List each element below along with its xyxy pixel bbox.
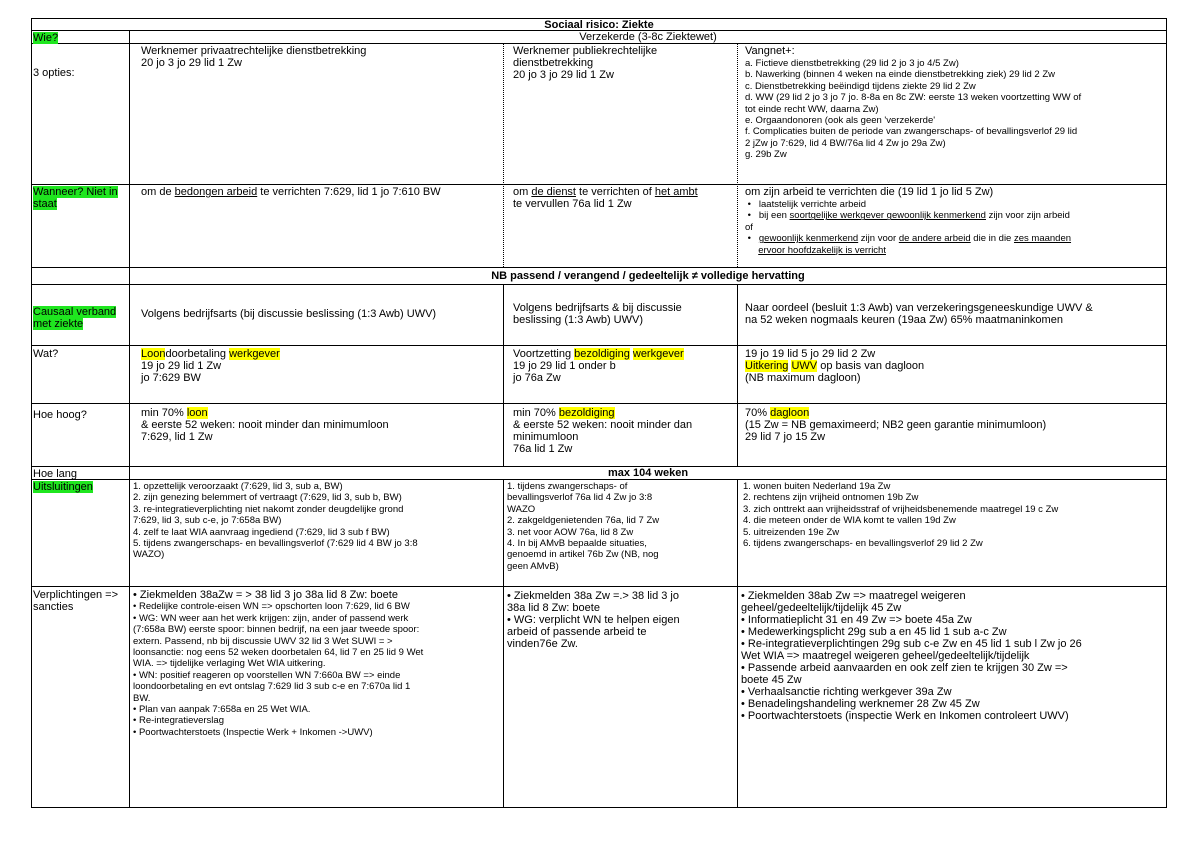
label-hoe-hoog: Hoe hoog? — [33, 409, 87, 421]
divider — [31, 43, 1167, 44]
col3-causaal: Naar oordeel (besluit 1:3 Awb) van verzekeringsgeneeskundige UWV & na 52 weken nogmaals keuren (19aa Zw) 65% maatmaninkomen — [745, 302, 1093, 326]
list-item: 1. opzettelijk veroorzaakt (7:629, lid 3, sub a, BW) — [133, 481, 343, 492]
list-item: 4. zelf te laat WIA aanvraag ingediend (7:629, lid 3 sub f BW) — [133, 526, 390, 538]
list-item: • Re-integratieverslag — [133, 715, 224, 727]
list-item: • Medewerkingsplicht 29g sub a en 45 lid 1 sub a-c Zw — [741, 626, 1007, 638]
max-weken: max 104 weken — [607, 467, 689, 479]
divider — [31, 345, 1167, 346]
list-item: geen AMvB) — [507, 560, 559, 572]
col3-header: Vangnet+: — [745, 45, 795, 57]
divider — [31, 479, 1167, 480]
document-table — [31, 18, 1167, 808]
list-item: genoemd in artikel 76b Zw (NB, nog — [507, 549, 659, 561]
list-item: WAZO) — [133, 549, 165, 561]
list-item: 2 jZw jo 7:629, lid 4 BW/76a lid 4 Zw jo 29a Zw) — [745, 137, 946, 149]
list-item: WIA. => tijdelijke verlaging Wet WIA uitkering. — [133, 658, 326, 670]
verzekerde-header: Verzekerde (3-8c Ziektewet) — [579, 31, 717, 43]
list-item: Wet WIA => maatregel weigeren geheel/gedeeltelijk/tijdelijk — [741, 650, 1030, 662]
list-item: (7:658a BW) eerste spoor: binnen bedrijf, na een jaar tweede spoor: — [133, 624, 420, 636]
list-item: 5. tijdens zwangerschaps- en bevallingsverlof (7:629 lid 4 BW jo 3:8 — [133, 538, 418, 550]
list-item: loondoorbetaling en evt ontslag 7:629 lid 3 sub c-e en 7:670a lid 1 — [133, 681, 411, 693]
list-item: • WG: WN weer aan het werk krijgen: zijn, ander of passend werk — [133, 612, 409, 624]
list-item: extern. Passend, nb bij discussie UWV 32 lid 3 Wet SUWI = > — [133, 635, 393, 647]
list-item: 5. uitreizenden 19e Zw — [743, 526, 840, 538]
list-item: • Re-integratieverplichtingen 29g sub c-e Zw en 45 lid 1 sub l Zw jo 26 — [741, 638, 1082, 650]
list-item: • Ziekmelden 38ab Zw => maatregel weigeren — [741, 590, 966, 602]
list-item: tot einde recht WW, daarna Zw) — [745, 103, 879, 115]
col2-uitsluitingen — [507, 481, 659, 572]
col3-hoe-hoog: 70% dagloon (15 Zw = NB gemaximeerd; NB2 geen garantie minimumloon) 29 lid 7 jo 15 Zw — [745, 407, 1047, 443]
list-item: bevallingsverlof 76a lid 4 Zw jo 3:8 — [507, 492, 653, 504]
col1-hoe-hoog: min 70% loon & eerste 52 weken: nooit minder dan minimumloon 7:629, lid 1 Zw — [141, 407, 389, 443]
label-uitsluitingen: Uitsluitingen — [33, 481, 93, 493]
col1-causaal: Volgens bedrijfsarts (bij discussie beslissing (1:3 Awb) UWV) — [141, 308, 437, 320]
vangnet-list — [745, 58, 1081, 161]
col1-wat: Loondoorbetaling werkgever 19 jo 29 lid 1 Zw jo 7:629 BW — [141, 348, 280, 384]
divider — [31, 284, 1167, 285]
label-verplichtingen: Verplichtingen => sancties — [33, 589, 119, 613]
list-item: 1. wonen buiten Nederland 19a Zw — [743, 481, 891, 492]
list-item: • Redelijke controle-eisen WN => opschorten loon 7:629, lid 6 BW — [133, 601, 410, 613]
column-divider — [503, 284, 504, 466]
column-divider — [503, 479, 504, 808]
list-item: • Ziekmelden 38aZw = > 38 lid 3 jo 38a lid 8 Zw: boete — [133, 589, 398, 601]
column-divider — [737, 284, 738, 466]
col1-header: Werknemer privaatrechtelijke dienstbetrekking 20 jo 3 jo 29 lid 1 Zw — [141, 45, 367, 69]
col3-uitsluitingen — [743, 481, 1058, 549]
list-item: 2. rechtens zijn vrijheid ontnomen 19b Zw — [743, 492, 919, 504]
col2-causaal: Volgens bedrijfsarts & bij discussie beslissing (1:3 Awb) UWV) — [513, 302, 682, 326]
list-item: 3. zich onttrekt aan vrijheidsstraf of vrijheidsbenemende maatregel 19 c Zw — [743, 503, 1059, 515]
col2-header: Werknemer publiekrechtelijke dienstbetrekking 20 jo 3 jo 29 lid 1 Zw — [513, 45, 658, 81]
column-divider — [503, 43, 504, 267]
list-item: arbeid of passende arbeid te — [507, 626, 647, 638]
list-item: c. Dienstbetrekking beëindigd tijdens ziekte 29 lid 2 Zw — [745, 80, 976, 92]
col3-wanneer: om zijn arbeid te verrichten die (19 lid 1 jo lid 5 Zw) — [745, 186, 994, 198]
list-item: 3. re-integratieverplichting niet nakomt zonder deugdelijke grond — [133, 503, 404, 515]
label-hoe-lang: Hoe lang — [33, 468, 78, 480]
column-divider — [129, 30, 130, 808]
list-item: vinden76e Zw. — [507, 638, 578, 650]
list-item: 2. zijn genezing belemmert of vertraagt (7:629, lid 3, sub b, BW) — [133, 492, 402, 504]
col3-verplichtingen — [741, 590, 1082, 722]
list-item: 3. net voor AOW 76a, lid 8 Zw — [507, 526, 634, 538]
col1-wanneer: om de bedongen arbeid te verrichten 7:629, lid 1 jo 7:610 BW — [141, 186, 441, 198]
list-item: 2. zakgeldgenietenden 76a, lid 7 Zw — [507, 515, 660, 527]
list-item: 4. die meteen onder de WIA komt te vallen 19d Zw — [743, 515, 956, 527]
list-item: • Ziekmelden 38a Zw =.> 38 lid 3 jo — [507, 590, 679, 602]
list-item: g. 29b Zw — [745, 149, 787, 161]
list-item: 4. In bij AMvB bepaalde situaties, — [507, 538, 647, 550]
divider — [31, 184, 1167, 185]
list-item: e. Orgaandonoren (ook als geen 'verzekerde' — [745, 115, 936, 127]
page-title: Sociaal risico: Ziekte — [544, 19, 654, 31]
label-wie: Wie? — [33, 32, 59, 44]
nb-note: NB passend / verangend / gedeeltelijk ≠ volledige hervatting — [491, 270, 805, 282]
list-item: 38a lid 8 Zw: boete — [507, 602, 600, 614]
list-item: • Benadelingshandeling werknemer 28 Zw 45 Zw — [741, 698, 980, 710]
list-item: geheel/gedeeltelijk/tijdelijk 45 Zw — [741, 602, 902, 614]
list-item: • Verhaalsanctie richting werkgever 39a Zw — [741, 686, 952, 698]
list-item: • Poortwachterstoets (inspectie Werk en Inkomen controleert UWV) — [741, 710, 1069, 722]
col1-verplichtingen — [133, 590, 423, 738]
list-item: • Informatieplicht 31 en 49 Zw => boete 45a Zw — [741, 614, 972, 626]
list-item: • Plan van aanpak 7:658a en 25 Wet WIA. — [133, 704, 311, 716]
label-opties: 3 opties: — [33, 67, 75, 79]
col2-hoe-hoog: min 70% bezoldiging & eerste 52 weken: nooit minder dan minimumloon 76a lid 1 Zw — [513, 407, 693, 455]
list-item: boete 45 Zw — [741, 674, 802, 686]
column-divider — [737, 43, 738, 267]
list-item: f. Complicaties buiten de periode van zwangerschaps- of bevallingsverlof 29 lid — [745, 126, 1078, 138]
list-item: 7:629, lid 3, sub c-e, jo 7:658a BW) — [133, 515, 282, 527]
list-item: BW. — [133, 692, 151, 704]
label-causaal: Causaal verband met ziekte — [33, 306, 117, 330]
list-item: • Poortwachterstoets (Inspectie Werk + Inkomen ->UWV) — [133, 726, 373, 738]
divider — [31, 403, 1167, 404]
column-divider — [737, 479, 738, 808]
divider — [31, 586, 1167, 587]
list-item: d. WW (29 lid 2 jo 3 jo 7 jo. 8-8a en 8c ZW: eerste 13 weken voortzetting WW of — [745, 92, 1082, 104]
list-item: 1. tijdens zwangerschaps- of — [507, 481, 628, 492]
list-item: • Passende arbeid aanvaarden en ook zelf zien te krijgen 30 Zw => — [741, 662, 1068, 674]
col2-wanneer: om de dienst te verrichten of het ambt te vervullen 76a lid 1 Zw — [513, 186, 698, 210]
label-wat: Wat? — [33, 348, 59, 360]
label-wanneer: Wanneer? Niet in staat — [33, 186, 118, 210]
divider — [31, 267, 1167, 268]
list-item: loonsanctie: nog eens 52 weken doorbetalen 64, lid 7 en 25 lid 9 Wet — [133, 647, 424, 659]
col2-verplichtingen — [507, 590, 680, 650]
col3-wanneer-list: • laatstelijk verrichte arbeid • bij een soortgelijke werkgever gewoonlijk kenmerkend zijn voor zijn arbeid of • gewoonlijk kenmerkend zijn voor de andere arbeid die in die zes maanden ervoor hoofdzakelijk is verricht — [745, 199, 1072, 256]
list-item: b. Nawerking (binnen 4 weken na einde dienstbetrekking ziek) 29 lid 2 Zw — [745, 69, 1055, 81]
list-item: 6. tijdens zwangerschaps- en bevallingsverlof 29 lid 2 Zw — [743, 538, 983, 550]
col2-wat: Voortzetting bezoldiging werkgever 19 jo 29 lid 1 onder b jo 76a Zw — [513, 348, 684, 384]
list-item: • WG: verplicht WN te helpen eigen — [507, 614, 680, 626]
list-item: WAZO — [507, 503, 536, 515]
list-item: a. Fictieve dienstbetrekking (29 lid 2 jo 3 jo 4/5 Zw) — [745, 58, 959, 69]
col1-uitsluitingen — [133, 481, 418, 561]
list-item: • WN: positief reageren op voorstellen WN 7:660a BW => einde — [133, 669, 401, 681]
col3-wat: 19 jo 19 lid 5 jo 29 lid 2 Zw Uitkering UWV op basis van dagloon (NB maximum dagloon) — [745, 348, 925, 384]
